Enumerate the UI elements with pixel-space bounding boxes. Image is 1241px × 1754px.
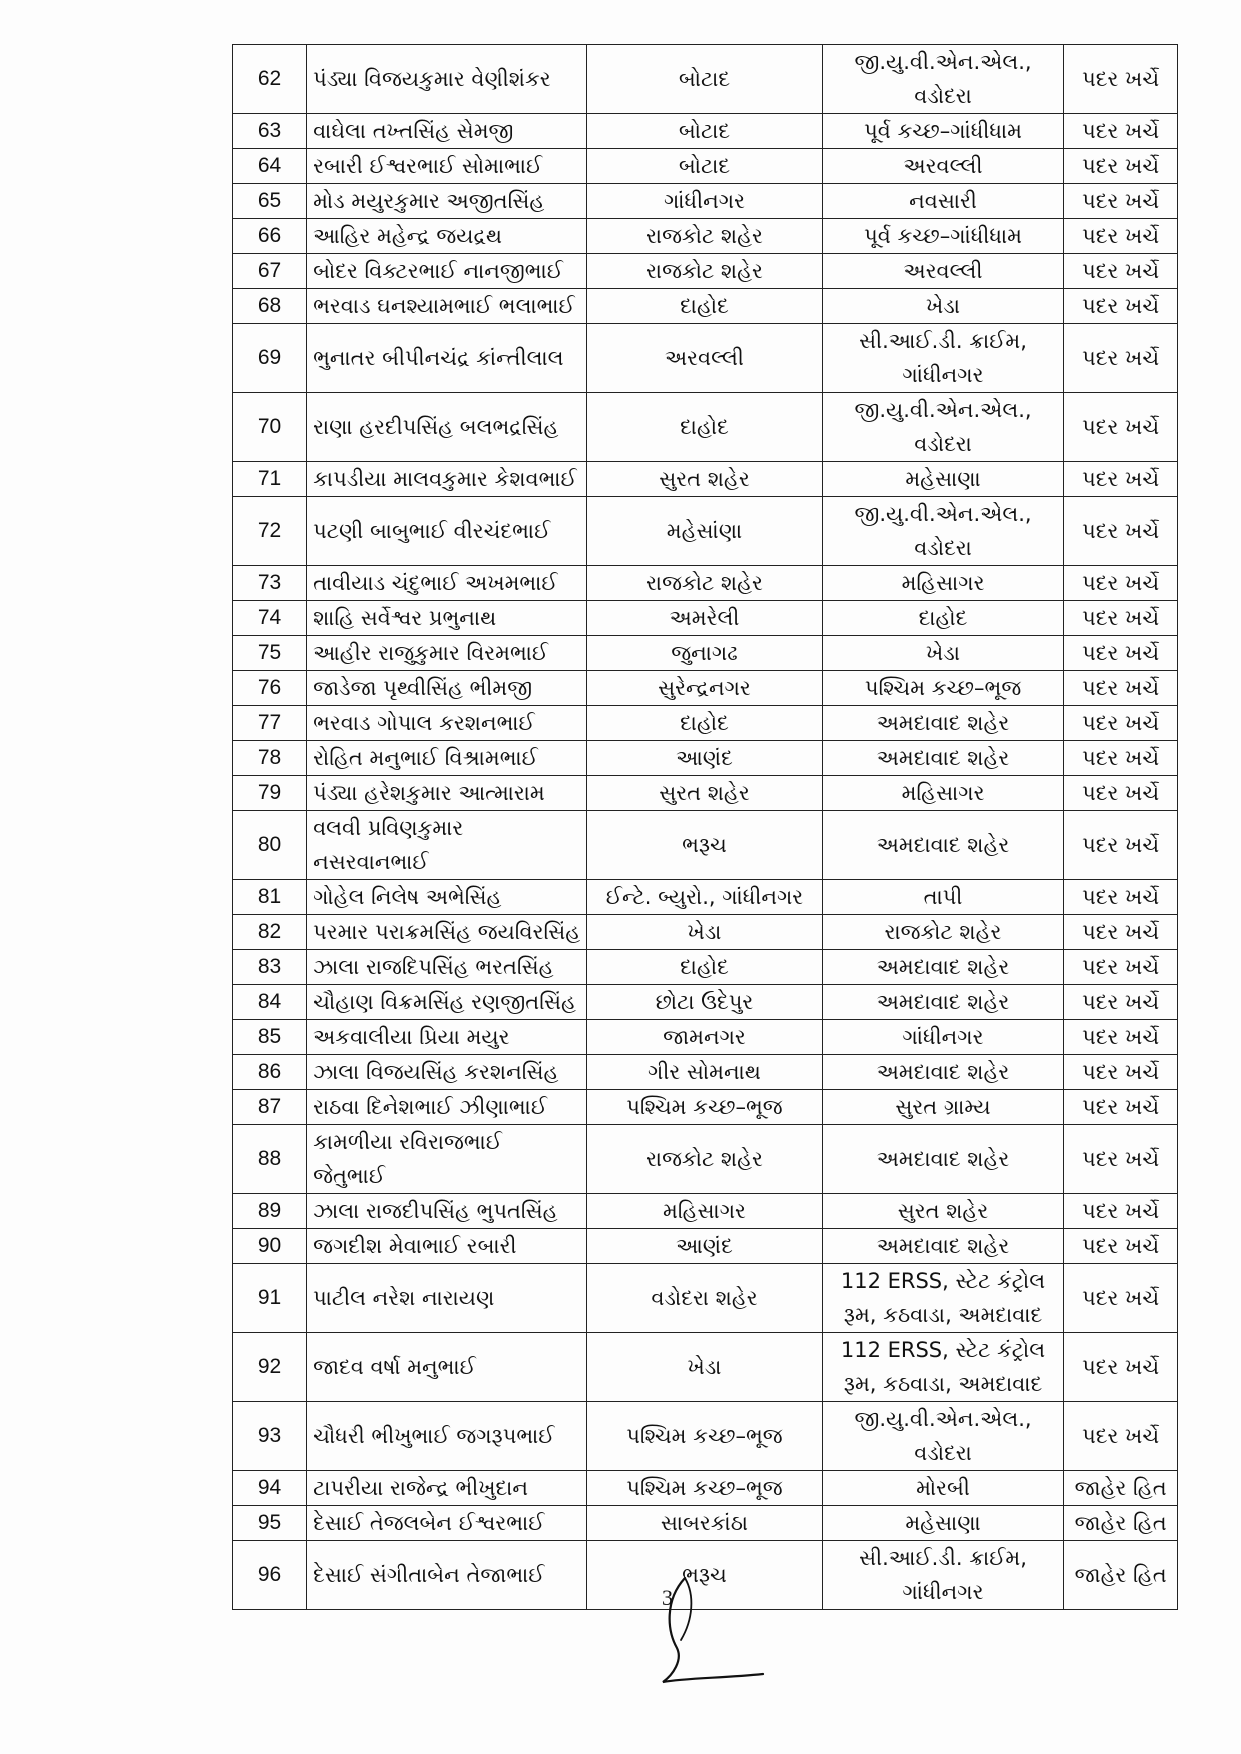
employee-name-cell: પરમાર પરાક્રમસિંહ જયવિરસિંહ [307, 915, 587, 950]
table-row [233, 601, 1178, 636]
transfer-posting-cell: મોરબી [822, 1471, 1064, 1506]
serial-number-cell: 85 [233, 1020, 307, 1055]
employee-name-cell: પાટીલ નરેશ નારાયણ [307, 1264, 587, 1333]
serial-number-cell: 78 [233, 741, 307, 776]
transfer-posting-cell: અમદાવાદ શહેર [822, 985, 1064, 1020]
employee-name-cell: ભરવાડ ઘનશ્યામભાઈ ભલાભાઈ [307, 289, 587, 324]
table-row [233, 741, 1178, 776]
table-row [233, 811, 1178, 880]
transfer-posting-cell: અમદાવાદ શહેર [822, 1229, 1064, 1264]
serial-number-cell: 84 [233, 985, 307, 1020]
remark-cell: પદર ખર્ચે [1064, 1090, 1178, 1125]
serial-number-cell: 86 [233, 1055, 307, 1090]
table-row [233, 985, 1178, 1020]
transfer-table-body [233, 45, 1178, 1610]
transfer-posting-cell: નવસારી [822, 184, 1064, 219]
remark-cell: જાહેર હિત [1064, 1506, 1178, 1541]
remark-cell: પદર ખર્ચે [1064, 1264, 1178, 1333]
employee-name-cell: પટણી બાબુભાઈ વીરચંદભાઈ [307, 497, 587, 566]
serial-number-cell: 79 [233, 776, 307, 811]
current-posting-cell: બોટાદ [587, 45, 822, 114]
table-row [233, 706, 1178, 741]
serial-number-cell: 72 [233, 497, 307, 566]
employee-name-cell: રબારી ઈશ્વરભાઈ સોમાભાઈ [307, 149, 587, 184]
serial-number-cell: 81 [233, 880, 307, 915]
serial-number-cell: 65 [233, 184, 307, 219]
transfer-posting-cell: દાહોદ [822, 601, 1064, 636]
signature-image [655, 1570, 775, 1690]
employee-name-cell: મોડ મયુરકુમાર અજીતસિંહ [307, 184, 587, 219]
serial-number-cell: 63 [233, 114, 307, 149]
current-posting-cell: સાબરકાંઠા [587, 1506, 822, 1541]
table-row [233, 566, 1178, 601]
transfer-posting-cell: અમદાવાદ શહેર [822, 741, 1064, 776]
transfer-posting-cell: 112 ERSS, સ્ટેટ કંટ્રોલ રૂમ, કઠવાડા, અમદાવાદ [822, 1264, 1064, 1333]
transfer-posting-cell: 112 ERSS, સ્ટેટ કંટ્રોલ રૂમ, કઠવાડા, અમદાવાદ [822, 1333, 1064, 1402]
remark-cell: પદર ખર્ચે [1064, 149, 1178, 184]
current-posting-cell: ખેડા [587, 1333, 822, 1402]
serial-number-cell: 77 [233, 706, 307, 741]
employee-name-cell: કામળીયા રવિરાજભાઈ જેતુભાઈ [307, 1125, 587, 1194]
transfer-posting-cell: અમદાવાદ શહેર [822, 1125, 1064, 1194]
serial-number-cell: 75 [233, 636, 307, 671]
current-posting-cell: ઈન્ટે. બ્યુરો., ગાંધીનગર [587, 880, 822, 915]
employee-name-cell: શાહિ સર્વેશ્વર પ્રભુનાથ [307, 601, 587, 636]
table-row [233, 1090, 1178, 1125]
current-posting-cell: આણંદ [587, 741, 822, 776]
employee-name-cell: આહિર મહેન્દ્ર જયદ્રથ [307, 219, 587, 254]
serial-number-cell: 69 [233, 324, 307, 393]
transfer-posting-cell: સી.આઈ.ડી. ક્રાઈમ, ગાંધીનગર [822, 1541, 1064, 1610]
remark-cell: પદર ખર્ચે [1064, 880, 1178, 915]
remark-cell: પદર ખર્ચે [1064, 776, 1178, 811]
serial-number-cell: 96 [233, 1541, 307, 1610]
current-posting-cell: સુરત શહેર [587, 776, 822, 811]
table-row [233, 636, 1178, 671]
table-row [233, 776, 1178, 811]
employee-name-cell: બોદર વિક્ટરભાઈ નાનજીભાઈ [307, 254, 587, 289]
transfer-posting-cell: અમદાવાદ શહેર [822, 706, 1064, 741]
table-row [233, 880, 1178, 915]
employee-name-cell: ઝાલા રાજદીપસિંહ ભુપતસિંહ [307, 1194, 587, 1229]
table-row [233, 1471, 1178, 1506]
remark-cell: પદર ખર્ચે [1064, 1194, 1178, 1229]
remark-cell: પદર ખર્ચે [1064, 45, 1178, 114]
employee-name-cell: ટાપરીયા રાજેન્દ્ર ભીખુદાન [307, 1471, 587, 1506]
current-posting-cell: દાહોદ [587, 289, 822, 324]
transfer-posting-cell: તાપી [822, 880, 1064, 915]
serial-number-cell: 95 [233, 1506, 307, 1541]
transfer-posting-cell: રાજકોટ શહેર [822, 915, 1064, 950]
current-posting-cell: દાહોદ [587, 706, 822, 741]
remark-cell: પદર ખર્ચે [1064, 462, 1178, 497]
current-posting-cell: રાજકોટ શહેર [587, 219, 822, 254]
remark-cell: પદર ખર્ચે [1064, 324, 1178, 393]
transfer-posting-cell: અમદાવાદ શહેર [822, 1055, 1064, 1090]
employee-name-cell: ચૌધરી ભીખુભાઈ જગરૂપભાઈ [307, 1402, 587, 1471]
table-row [233, 1125, 1178, 1194]
transfer-posting-cell: ગાંધીનગર [822, 1020, 1064, 1055]
transfer-posting-cell: સુરત શહેર [822, 1194, 1064, 1229]
serial-number-cell: 76 [233, 671, 307, 706]
table-row [233, 393, 1178, 462]
table-row [233, 289, 1178, 324]
serial-number-cell: 88 [233, 1125, 307, 1194]
employee-name-cell: પંડ્યા હરેશકુમાર આત્મારામ [307, 776, 587, 811]
current-posting-cell: વડોદરા શહેર [587, 1264, 822, 1333]
serial-number-cell: 67 [233, 254, 307, 289]
serial-number-cell: 62 [233, 45, 307, 114]
serial-number-cell: 94 [233, 1471, 307, 1506]
remark-cell: પદર ખર્ચે [1064, 219, 1178, 254]
employee-name-cell: દેસાઈ તેજલબેન ઈશ્વરભાઈ [307, 1506, 587, 1541]
employee-name-cell: ઝાલા રાજદિપસિંહ ભરતસિંહ [307, 950, 587, 985]
employee-name-cell: રાઠવા દિનેશભાઈ ઝીણાભાઈ [307, 1090, 587, 1125]
transfer-posting-cell: અમદાવાદ શહેર [822, 950, 1064, 985]
employee-name-cell: ગોહેલ નિલેષ અભેસિંહ [307, 880, 587, 915]
transfer-posting-cell: જી.યુ.વી.એન.એલ., વડોદરા [822, 45, 1064, 114]
transfer-posting-cell: સુરત ગ્રામ્ય [822, 1090, 1064, 1125]
table-row [233, 45, 1178, 114]
remark-cell: જાહેર હિત [1064, 1541, 1178, 1610]
remark-cell: પદર ખર્ચે [1064, 497, 1178, 566]
serial-number-cell: 93 [233, 1402, 307, 1471]
employee-name-cell: દેસાઈ સંગીતાબેન તેજાભાઈ [307, 1541, 587, 1610]
current-posting-cell: દાહોદ [587, 950, 822, 985]
employee-name-cell: અકવાલીયા પ્રિયા મયુર [307, 1020, 587, 1055]
current-posting-cell: રાજકોટ શહેર [587, 254, 822, 289]
current-posting-cell: રાજકોટ શહેર [587, 566, 822, 601]
transfer-posting-cell: મહેસાણા [822, 462, 1064, 497]
employee-name-cell: ચૌહાણ વિક્રમસિંહ રણજીતસિંહ [307, 985, 587, 1020]
serial-number-cell: 64 [233, 149, 307, 184]
current-posting-cell: ગાંધીનગર [587, 184, 822, 219]
table-row [233, 184, 1178, 219]
employee-name-cell: કાપડીયા માલવકુમાર કેશવભાઈ [307, 462, 587, 497]
employee-name-cell: રાણા હરદીપસિંહ બલભદ્રસિંહ [307, 393, 587, 462]
serial-number-cell: 89 [233, 1194, 307, 1229]
remark-cell: પદર ખર્ચે [1064, 706, 1178, 741]
serial-number-cell: 73 [233, 566, 307, 601]
current-posting-cell: ભરૂચ [587, 811, 822, 880]
serial-number-cell: 92 [233, 1333, 307, 1402]
table-row [233, 1506, 1178, 1541]
remark-cell: પદર ખર્ચે [1064, 1055, 1178, 1090]
employee-name-cell: ભરવાડ ગોપાલ કરશનભાઈ [307, 706, 587, 741]
table-row [233, 462, 1178, 497]
transfer-posting-cell: મહેસાણા [822, 1506, 1064, 1541]
current-posting-cell: મહિસાગર [587, 1194, 822, 1229]
transfer-posting-cell: અરવલ્લી [822, 149, 1064, 184]
table-row [233, 1194, 1178, 1229]
current-posting-cell: સુરત શહેર [587, 462, 822, 497]
serial-number-cell: 82 [233, 915, 307, 950]
serial-number-cell: 87 [233, 1090, 307, 1125]
current-posting-cell: મહેસાંણા [587, 497, 822, 566]
current-posting-cell: જામનગર [587, 1020, 822, 1055]
employee-name-cell: જાદવ વર્ષા મનુભાઈ [307, 1333, 587, 1402]
remark-cell: પદર ખર્ચે [1064, 601, 1178, 636]
serial-number-cell: 68 [233, 289, 307, 324]
remark-cell: જાહેર હિત [1064, 1471, 1178, 1506]
table-row [233, 219, 1178, 254]
employee-name-cell: જાડેજા પૃથ્વીસિંહ ભીમજી [307, 671, 587, 706]
remark-cell: પદર ખર્ચે [1064, 811, 1178, 880]
employee-name-cell: તાવીયાડ ચંદુભાઈ અખમભાઈ [307, 566, 587, 601]
employee-name-cell: આહીર રાજુકુમાર વિરમભાઈ [307, 636, 587, 671]
remark-cell: પદર ખર્ચે [1064, 1402, 1178, 1471]
current-posting-cell: અમરેલી [587, 601, 822, 636]
employee-name-cell: રોહિત મનુભાઈ વિશ્રામભાઈ [307, 741, 587, 776]
current-posting-cell: ખેડા [587, 915, 822, 950]
current-posting-cell: જુનાગઢ [587, 636, 822, 671]
remark-cell: પદર ખર્ચે [1064, 985, 1178, 1020]
transfer-posting-cell: ખેડા [822, 289, 1064, 324]
serial-number-cell: 83 [233, 950, 307, 985]
serial-number-cell: 91 [233, 1264, 307, 1333]
remark-cell: પદર ખર્ચે [1064, 393, 1178, 462]
current-posting-cell: ભરૂચ [587, 1541, 822, 1610]
remark-cell: પદર ખર્ચે [1064, 915, 1178, 950]
serial-number-cell: 71 [233, 462, 307, 497]
transfer-posting-cell: પૂર્વ કચ્છ–ગાંધીધામ [822, 114, 1064, 149]
table-row [233, 1055, 1178, 1090]
employee-name-cell: વાઘેલા તખ્તસિંહ સેમજી [307, 114, 587, 149]
current-posting-cell: ગીર સોમનાથ [587, 1055, 822, 1090]
table-row [233, 1229, 1178, 1264]
remark-cell: પદર ખર્ચે [1064, 1333, 1178, 1402]
page-number: 3 [662, 1585, 673, 1610]
remark-cell: પદર ખર્ચે [1064, 566, 1178, 601]
transfer-posting-cell: પશ્ચિમ કચ્છ–ભૂજ [822, 671, 1064, 706]
transfer-posting-cell: જી.યુ.વી.એન.એલ., વડોદરા [822, 393, 1064, 462]
table-row [233, 1402, 1178, 1471]
remark-cell: પદર ખર્ચે [1064, 950, 1178, 985]
table-row [233, 324, 1178, 393]
table-row [233, 114, 1178, 149]
current-posting-cell: બોટાદ [587, 114, 822, 149]
employee-name-cell: વલવી પ્રવિણકુમાર નસરવાનભાઈ [307, 811, 587, 880]
current-posting-cell: રાજકોટ શહેર [587, 1125, 822, 1194]
serial-number-cell: 80 [233, 811, 307, 880]
serial-number-cell: 74 [233, 601, 307, 636]
remark-cell: પદર ખર્ચે [1064, 184, 1178, 219]
remark-cell: પદર ખર્ચે [1064, 671, 1178, 706]
serial-number-cell: 90 [233, 1229, 307, 1264]
current-posting-cell: સુરેન્દ્રનગર [587, 671, 822, 706]
current-posting-cell: છોટા ઉદેપુર [587, 985, 822, 1020]
table-row [233, 915, 1178, 950]
current-posting-cell: પશ્ચિમ કચ્છ–ભૂજ [587, 1471, 822, 1506]
transfer-posting-cell: પૂર્વ કચ્છ–ગાંધીધામ [822, 219, 1064, 254]
remark-cell: પદર ખર્ચે [1064, 289, 1178, 324]
table-row [233, 671, 1178, 706]
employee-name-cell: ભુનાતર બીપીનચંદ્ર કાંન્તીલાલ [307, 324, 587, 393]
remark-cell: પદર ખર્ચે [1064, 1229, 1178, 1264]
transfer-posting-cell: જી.યુ.વી.એન.એલ., વડોદરા [822, 497, 1064, 566]
table-row [233, 254, 1178, 289]
remark-cell: પદર ખર્ચે [1064, 254, 1178, 289]
table-row [233, 497, 1178, 566]
current-posting-cell: અરવલ્લી [587, 324, 822, 393]
current-posting-cell: આણંદ [587, 1229, 822, 1264]
current-posting-cell: પશ્ચિમ કચ્છ–ભૂજ [587, 1402, 822, 1471]
table-row [233, 1020, 1178, 1055]
serial-number-cell: 66 [233, 219, 307, 254]
transfer-posting-cell: અરવલ્લી [822, 254, 1064, 289]
table-row [233, 1333, 1178, 1402]
current-posting-cell: દાહોદ [587, 393, 822, 462]
employee-name-cell: ઝાલા વિજયસિંહ કરશનસિંહ [307, 1055, 587, 1090]
remark-cell: પદર ખર્ચે [1064, 636, 1178, 671]
transfer-posting-cell: જી.યુ.વી.એન.એલ., વડોદરા [822, 1402, 1064, 1471]
table-row [233, 1264, 1178, 1333]
remark-cell: પદર ખર્ચે [1064, 1125, 1178, 1194]
remark-cell: પદર ખર્ચે [1064, 1020, 1178, 1055]
table-row [233, 950, 1178, 985]
employee-name-cell: પંડ્યા વિજયકુમાર વેણીશંકર [307, 45, 587, 114]
transfer-table [232, 44, 1178, 1610]
current-posting-cell: પશ્ચિમ કચ્છ–ભૂજ [587, 1090, 822, 1125]
remark-cell: પદર ખર્ચે [1064, 114, 1178, 149]
table-row [233, 149, 1178, 184]
transfer-posting-cell: સી.આઈ.ડી. ક્રાઈમ, ગાંધીનગર [822, 324, 1064, 393]
transfer-posting-cell: મહિસાગર [822, 776, 1064, 811]
serial-number-cell: 70 [233, 393, 307, 462]
remark-cell: પદર ખર્ચે [1064, 741, 1178, 776]
transfer-posting-cell: અમદાવાદ શહેર [822, 811, 1064, 880]
transfer-posting-cell: મહિસાગર [822, 566, 1064, 601]
employee-name-cell: જગદીશ મેવાભાઈ રબારી [307, 1229, 587, 1264]
current-posting-cell: બોટાદ [587, 149, 822, 184]
transfer-posting-cell: ખેડા [822, 636, 1064, 671]
